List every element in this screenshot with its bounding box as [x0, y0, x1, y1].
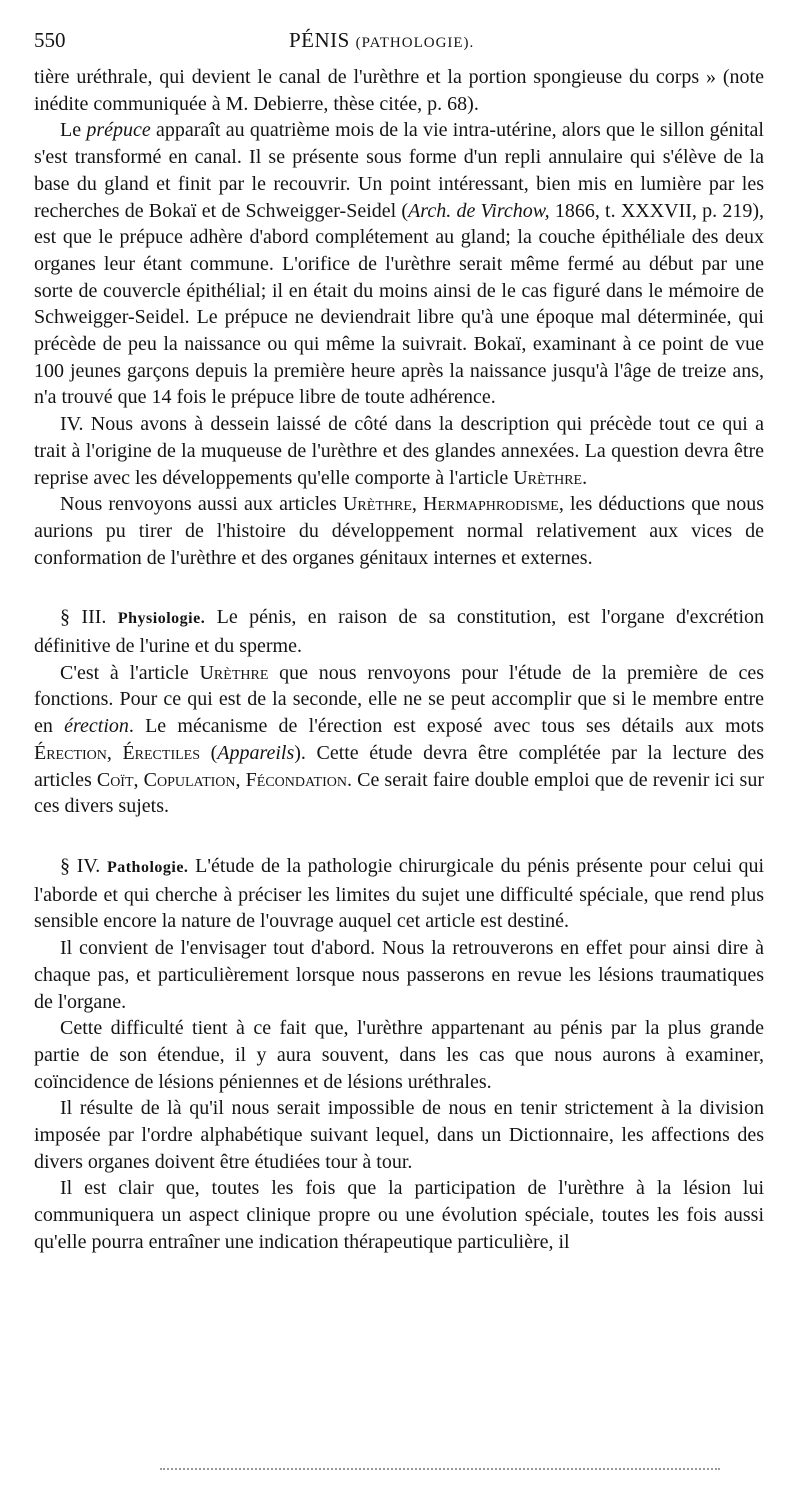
- paragraph-6: [34, 660, 764, 820]
- paragraph-6-sep-2: (: [200, 741, 218, 764]
- paragraph-6-sep-3: ,: [133, 768, 144, 791]
- paragraph-10: [34, 1095, 764, 1175]
- paragraph-8: [34, 935, 764, 1015]
- paragraph-2-text-a: Le: [60, 119, 87, 142]
- paragraph-6-sep-1: ,: [106, 741, 123, 764]
- term-erection: érection: [64, 715, 129, 738]
- paragraph-6-text-e: . Ce serait faire double emploi que de revenir ici sur ces divers sujets.: [34, 768, 765, 818]
- paragraph-4-sep: ,: [411, 493, 424, 516]
- section-physiologie-text: Le pénis, en raison de sa constitution, est l'organe d'excrétion définitive de l'urine et du sperme.: [34, 606, 765, 658]
- running-title-main: PÉNIS: [289, 28, 350, 52]
- ref-coit: Coït: [96, 768, 134, 791]
- ref-urethre-2: Urèthre: [342, 493, 412, 516]
- footer-dotted-rule: [160, 1468, 720, 1470]
- section-heading: Pathologie.: [106, 858, 189, 876]
- paragraph-2: [34, 117, 764, 411]
- paragraph-3-text: IV. Nous avons à dessein laissé de côté dans la description qui précède tout ce qui a trait à l'origine de la muqueuse de l'urèthre et des glandes annexées. La question devra être reprise avec les développements qu'elle comporte à l'article: [34, 413, 764, 489]
- paragraph-6-text-c: . Le mécanisme de l'érection est exposé avec tous ses détails aux mots: [128, 715, 764, 738]
- page-header: [34, 28, 766, 58]
- paragraph-6-text-a: C'est à l'article: [60, 661, 200, 684]
- paragraph-6-sep-4: ,: [235, 768, 246, 791]
- term-prepuce: prépuce: [86, 119, 151, 142]
- paragraph-4-text-a: Nous renvoyons aussi aux articles: [60, 493, 343, 516]
- ref-hermaphrodisme: Hermaphrodisme: [423, 493, 559, 516]
- section-pathologie-text: L'étude de la pathologie chirurgicale du pénis présente pour celui qui l'aborde et qui cherche à préciser les limites du sujet une difficulté spéciale, que rend plus sensible encore la nature de l'ouvrage auquel cet article est destiné.: [34, 854, 765, 933]
- section-number: § IV.: [60, 854, 101, 877]
- paragraph-8-text: Il convient de l'envisager tout d'abord. Nous la retrouverons en effet pour ainsi dire à chaque pas, et particulièrement lorsque nous passerons en revue les lésions traumatiques de l'organe.: [34, 937, 764, 1013]
- paragraph-3: [34, 411, 764, 491]
- page-number: 550: [34, 28, 66, 52]
- paragraph-4-text-b: , les déductions que nous aurions pu tirer de l'histoire du développement normal relativement aux vices de conformation de l'urèthre et des organes génitaux internes et externes.: [34, 493, 765, 569]
- paragraph-1-text: tière uréthrale, qui devient le canal de l'urèthre et la portion spongieuse du corps » (note inédite communiquée à M. Debierre, thèse citée, p. 68).: [34, 66, 764, 115]
- running-title-sub: (PATHOLOGIE).: [355, 35, 475, 51]
- paragraph-10-text: Il résulte de là qu'il nous serait impossible de nous en tenir strictement à la division imposée par l'ordre alphabétique suivant lequel, dans un Dictionnaire, les affections des divers organes doivent être étudiées tour à tour.: [34, 1097, 764, 1173]
- paragraph-3-end: .: [582, 466, 588, 489]
- paragraph-6-text-b: que nous renvoyons pour l'étude de la première de ces fonctions. Pour ce qui est de la seconde, elle ne se peut accomplir que si le membre entre en: [34, 661, 764, 738]
- paragraph-11: [34, 1175, 764, 1255]
- paragraph-2-text-b: apparaît au quatrième mois de la vie intra-utérine, alors que le sillon génital s'est transformé en canal. Il se présente sous forme d'un repli annulaire qui s'élève de la base du gland et finit par le recouvrir. Un point intéressant, bien mis en lumière par les recherches de Bokaï et de Schweigger-Seidel (: [34, 119, 764, 222]
- citation-virchow: Arch. de Virchow,: [408, 199, 550, 222]
- ref-fecondation: Fécondation: [245, 768, 347, 791]
- paragraph-4: [34, 491, 764, 571]
- ref-urethre-3: Urèthre: [199, 661, 269, 684]
- paragraph-2-text-c: 1866, t. XXXVII, p. 219), est que le prépuce adhère d'abord complétement au gland; la couche épithéliale des deux organes leur étant commune. L'orifice de l'urèthre serait même fermé au début par une sorte de couvercle épithélial; il en était du moins ainsi de le cas figuré dans le mémoire de Schweigger-Seidel. Le prépuce ne deviendrait libre qu'à une époque mal déterminée, qui précède de peu la naissance ou qui même la suivrait. Bokaï, examinant à ce point de vue 100 jeunes garçons depuis la première heure après la naissance jusqu'à l'âge de treize ans, n'a trouvé que 14 fois le prépuce libre de toute adhérence.: [34, 199, 765, 409]
- ref-copulation: Copulation: [143, 768, 236, 791]
- ref-erection: Érection: [34, 741, 107, 764]
- section-physiologie: [34, 604, 764, 659]
- body-text: [34, 64, 764, 1256]
- paragraph-1: [34, 64, 764, 117]
- section-number: § III.: [60, 606, 107, 629]
- term-appareils: Appareils: [217, 741, 295, 764]
- ref-erectiles: Érectiles: [122, 741, 201, 764]
- ref-urethre: Urèthre: [513, 466, 583, 489]
- section-pathologie: [34, 853, 764, 935]
- section-heading: Physiologie.: [117, 610, 206, 628]
- running-title: [289, 28, 474, 53]
- paragraph-9: [34, 1015, 764, 1095]
- paragraph-6-text-d: ). Cette étude devra être complétée par la lecture des articles: [34, 741, 765, 791]
- paragraph-9-text: Cette difficulté tient à ce fait que, l'urèthre appartenant au pénis par la plus grande partie de son étendue, il y aura souvent, dans les cas que nous aurons à examiner, coïncidence de lésions péniennes et de lésions uréthrales.: [34, 1017, 764, 1093]
- paragraph-11-text: Il est clair que, toutes les fois que la participation de l'urèthre à la lésion lui communiquera un aspect clinique propre ou une évolution spéciale, toutes les fois aussi qu'elle pourra entraîner une indication thérapeutique particulière, il: [34, 1177, 764, 1253]
